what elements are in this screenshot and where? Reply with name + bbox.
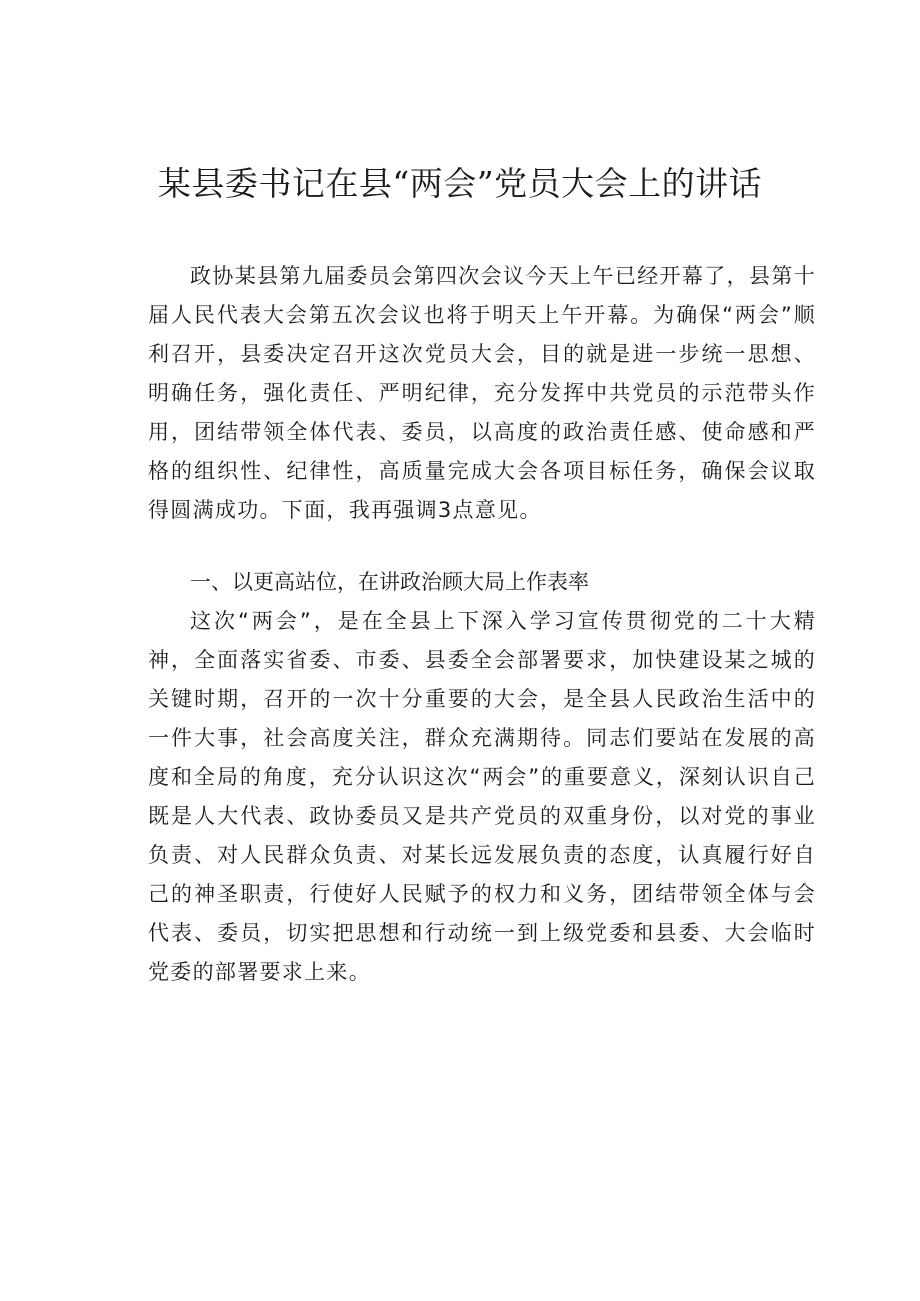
section-paragraph: 这次“两会”，是在全县上下深入学习宣传贯彻党的二十大精神，全面落实省委、市委、县委全会部署要求，加快建设某之城的关键时期，召开的一次十分重要的大会，是全县人民政治生活中的一件大事，社会高度关注，群众充满期待。同志们要站在发展的高度和全局的角度，充分认识这次“两会”的重要意义，深刻认识自己既是人大代表、政协委员又是共产党员的双重身份，以对党的事业负责、对人民群众负责、对某长远发展负责的态度，认真履行好自己的神圣职责，行使好人民赋予的权力和义务，团结带领全体与会代表、委员，切实把思想和行动统一到上级党委和县委、大会临时党委的部署要求上来。 — [148, 609, 816, 984]
intro-paragraph: 政协某县第九届委员会第四次会议今天上午已经开幕了，县第十届人民代表大会第五次会议也将于明天上午开幕。为确保“两会”顺利召开，县委决定召开这次党员大会，目的就是进一步统一思想、明确任务，强化责任、严明纪律，充分发挥中共党员的示范带头作用，团结带领全体代表、委员，以高度的政治责任感、使命感和严格的组织性、纪律性，高质量完成大会各项目标任务，确保会议取得圆满成功。下面，我再强调3点意见。 — [148, 264, 816, 522]
section-heading: 一、以更高站位，在讲政治顾大局上作表率 — [190, 570, 589, 594]
document-title: 某县委书记在县“两会”党员大会上的讲话 — [157, 164, 763, 203]
